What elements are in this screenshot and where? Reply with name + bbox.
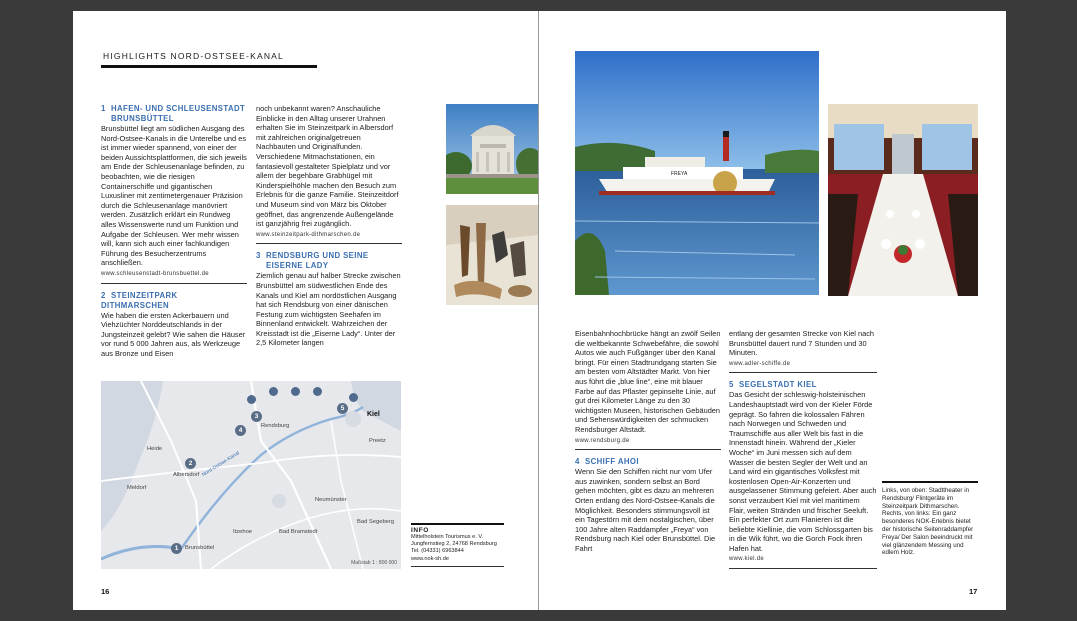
map-marker-2[interactable]: 2 bbox=[185, 458, 196, 469]
steamer-name: FREYA bbox=[671, 171, 688, 177]
info-box bbox=[411, 523, 504, 566]
ferry-icon bbox=[247, 395, 256, 404]
map-label-neumuenster: Neumünster bbox=[315, 497, 347, 503]
section-2-url: www.steinzeitpark-dithmarschen.de bbox=[256, 231, 402, 245]
info-link[interactable]: www.nok-sh.de bbox=[411, 555, 449, 562]
photo-flint-tools bbox=[446, 205, 538, 305]
photo-salon-interior bbox=[828, 104, 978, 296]
text-column-1 bbox=[101, 104, 247, 358]
section-5-url: www.kiel.de bbox=[729, 555, 877, 569]
map-label-preetz: Preetz bbox=[369, 438, 386, 444]
photo-stadttheater bbox=[446, 104, 538, 194]
text-column-3 bbox=[575, 329, 721, 553]
map-label-bad-segeberg: Bad Segeberg bbox=[357, 519, 395, 525]
section-1-title: 1 HAFEN- UND SCHLEUSENSTADT BRUNSBÜTTEL bbox=[101, 104, 246, 123]
section-3-text-a: Ziemlich genau auf halber Strecke zwischen Brunsbüttel am südwestlichen Ende des Kanals und Kiel am nordöstlichen Ausgang hat sich Rendsburg von einer dänischen Festung zum wichtigsten Seehafen im Binnenland entwickelt. Wahrzeichen der Kreisstadt ist die „Eiserne Lady“. Unter der 2,5 Kilometer langen bbox=[256, 271, 401, 348]
map-label-bad-bramstedt: Bad Bramstedt bbox=[279, 529, 318, 535]
ferry-icon bbox=[313, 387, 322, 396]
map-label-meldorf: Meldorf bbox=[127, 485, 147, 491]
info-line-1: Mittelholstein Tourismus e. V. bbox=[411, 534, 484, 540]
header-rule bbox=[101, 65, 317, 68]
section-3-url: www.rendsburg.de bbox=[575, 437, 721, 451]
map-scale: Maßstab 1 : 800 000 bbox=[351, 560, 397, 566]
section-4-url: www.adler-schiffe.de bbox=[729, 360, 877, 374]
map-marker-1[interactable]: 1 bbox=[171, 543, 182, 554]
map-marker-3[interactable]: 3 bbox=[251, 411, 262, 422]
section-3-title: 3 RENDSBURG UND SEINE EISERNE LADY bbox=[256, 251, 369, 271]
section-4-title: 4 SCHIFF AHOI bbox=[575, 457, 639, 467]
text-column-4 bbox=[729, 329, 877, 576]
map-label-heide: Heide bbox=[147, 446, 163, 452]
info-heading: INFO bbox=[411, 523, 504, 534]
right-page bbox=[539, 11, 1006, 610]
map-label-albersdorf: Albersdorf bbox=[173, 472, 200, 478]
photo-steamer-freya bbox=[575, 51, 819, 295]
section-2-text-b: noch unbekannt waren? Anschauliche Einblicke in den Alltag unserer Urahnen erhalten Sie im Steinzeitpark in Albersdorf mit zahlreichen originalgetreuen Nachbauten und Originalfunden. Verschiedene Mitmachstationen, ein fantasievoll gestalteter Spielplatz und vor allem der begehbare Grabhügel mit Kinderspielhöhle machen den Besuch zum Erlebnis für die ganze Familie. Steinzeitdorf und Museum sind von März bis Oktober geöffnet, das angrenzende Außengelände ist ganzjährig frei zugänglich. bbox=[256, 104, 399, 229]
page-number-left: 16 bbox=[101, 587, 110, 596]
section-5-title: 5 SEGELSTADT KIEL bbox=[729, 380, 817, 390]
ferry-icon bbox=[349, 393, 358, 402]
map-label-canal: Nord-Ostsee-Kanal bbox=[201, 450, 241, 479]
left-page bbox=[73, 11, 538, 610]
text-column-2 bbox=[256, 104, 402, 348]
map-label-brunsbuettel: Brunsbüttel bbox=[185, 545, 215, 551]
ferry-icon bbox=[269, 387, 278, 396]
photo-caption: Links, von oben: Stadttheater in Rendsburg/ Flintgeräte im Steinzeitpark Dithmarschen. Rechts, von links: Ein ganz besonderes NOK-Erlebnis bietet der historische Seitenraddampfer Freya/ Der Salon beeindruckt mit viel glänzendem Messing und edlem Holz. bbox=[882, 481, 978, 557]
section-2-text-a: Wie haben die ersten Ackerbauern und Viehzüchter Norddeutschlands in der Jungsteinzeit gelebt? Wie sahen die Häuser vor rund 5 000 Jahren aus, als Werkzeuge aus Bronze und Eisen bbox=[101, 310, 246, 358]
map-label-rendsburg: Rendsburg bbox=[261, 423, 290, 429]
page-number-right: 17 bbox=[969, 587, 978, 596]
info-rule bbox=[411, 566, 504, 567]
ferry-icon bbox=[291, 387, 300, 396]
info-line-3: Tel. (04331) 6963844 bbox=[411, 548, 464, 555]
region-map[interactable] bbox=[101, 381, 401, 569]
section-header-title: HIGHLIGHTS NORD-OSTSEE-KANAL bbox=[103, 51, 284, 61]
map-marker-4[interactable]: 4 bbox=[235, 425, 246, 436]
section-2-title: 2 STEINZEITPARK DITHMARSCHEN bbox=[101, 290, 178, 310]
info-line-2: Jungfernstieg 2, 24768 Rendsburg bbox=[411, 541, 497, 548]
section-3-text-b: Eisenbahnhochbrücke hängt an zwölf Seilen die weltbekannte Schwebefähre, die sowohl Autos wie auch Fußgänger über den Kanal bringt. Für einen Stadtrundgang starten Sie am besten vom Altstädter Markt. Von hier aus führt die „blue line“, eine mit blauer Farbe auf das Pflaster gepinselte Linie, auf gut drei Kilometer Länge zu den 30 wichtigsten Museen, historischen Gebäuden und Sehenswürdigkeiten der schmucken Rendsburger Altstadt. bbox=[575, 329, 721, 434]
section-5-text: Das Gesicht der schleswig-holsteinischen Landeshauptstadt wird von der Kieler Förde geprägt. So fahren die kolossalen Fähren nach Norwegen und Schweden und Traumschiffe aus aller Welt bis fast in die Innenstadt hinein. Während der „Kieler Woche“ im Juni messen sich auf dem Wasser die besten Segler der Welt und an Land wird ein gigantisches Volksfest mit kostenlosen Open-Air-Konzerten und ausgelassener Stimmung gefeiert. Aber auch sonst verzaubert Kiel mit viel maritimem Flair, weiten Stränden und frischer Seeluft. Ein perfekter Ort zum Flanieren ist die beliebte Kiellinie, die vom Schlossgarten bis in die Wik führt, wo die Gorch Fock ihren Hafen hat. bbox=[729, 390, 877, 553]
section-4-text-b: entlang der gesamten Strecke von Kiel nach Brunsbüttel dauert rund 7 Stunden und 30 Minuten. bbox=[729, 329, 875, 358]
map-label-kiel: Kiel bbox=[367, 411, 380, 418]
map-marker-5[interactable]: 5 bbox=[337, 403, 348, 414]
section-1-url: www.schleusenstadt-brunsbuettel.de bbox=[101, 270, 247, 284]
section-1-text: Brunsbüttel liegt am südlichen Ausgang des Nord-Ostsee-Kanals in die Unterelbe und es ist immer wieder spannend, von einer der beiden Aussichtsplattformen, die sich jeweils am Ende der Schleusenanlage befinden, zu beobachten, wie die riesigen Containerschiffe und gigantischen Luxusliner mit zentimetergenauer Präzision durch die Schleusenanlage manövriert werden. Zusätzlich erklärt ein Rundweg alles Wissenswerte rund um Funktion und Aufgabe der Schleusen. Wer mehr wissen will, kann sich auch einer fachkundigen Führung des Besucherzentrums anschließen. bbox=[101, 124, 247, 268]
section-4-text-a: Wenn Sie den Schiffen nicht nur vom Ufer aus zuwinken, sondern selbst an Bord gehen möchten, gibt es dazu an mehreren Orten entlang des Nord-Ostsee-Kanals die Möglichkeit. Besonders stimmungsvoll ist ein Tagestörn mit dem nostalgischen, über 100 Jahre alten Raddampfer „Freya“ von Rendsburg nach Kiel oder Brunsbüttel. Die Fahrt bbox=[575, 467, 716, 553]
map-label-itzehoe: Itzehoe bbox=[233, 529, 253, 535]
